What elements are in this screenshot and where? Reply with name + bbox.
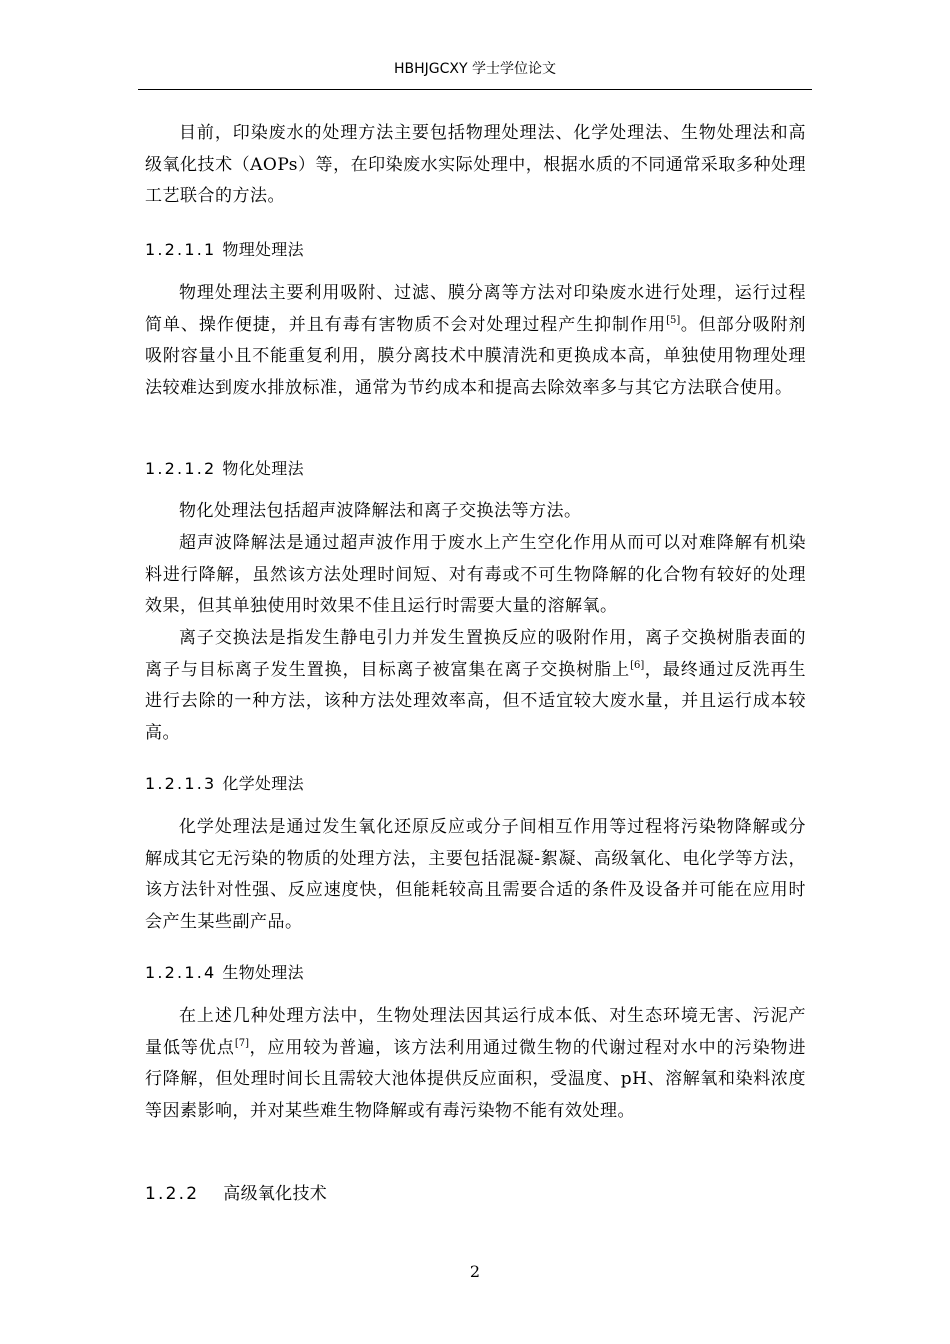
section-number: 1.2.2 bbox=[145, 1184, 200, 1204]
header-divider bbox=[138, 89, 812, 90]
heading-1-2-1-3 bbox=[145, 772, 304, 796]
intro-paragraph: 目前，印染废水的处理方法主要包括物理处理法、化学处理法、生物处理法和高级氧化技术（AOPs）等，在印染废水实际处理中，根据水质的不同通常采取多种处理工艺联合的方法。 bbox=[145, 123, 806, 206]
citation-7: [7] bbox=[234, 1037, 250, 1049]
ultrasonic-paragraph: 超声波降解法是通过超声波作用于废水上产生空化作用从而可以对难降解有机染料进行降解，虽然该方法处理时间短、对有毒或不可生物降解的化合物有较好的处理效果，但其单独使用时效果不佳且运行时需要大量的溶解氧。 bbox=[145, 533, 806, 616]
section-title: 生物处理法 bbox=[222, 963, 304, 982]
heading-1-2-1-2 bbox=[145, 457, 304, 481]
page-number: 2 bbox=[469, 1262, 481, 1281]
section-title: 化学处理法 bbox=[222, 774, 304, 793]
heading-1-2-1-4 bbox=[145, 961, 304, 985]
citation-6: [6] bbox=[630, 659, 645, 671]
section-title: 物化处理法 bbox=[222, 459, 304, 478]
section-number: 1.2.1.4 bbox=[145, 963, 217, 982]
running-header: HBHJGCXY 学士学位论文 bbox=[393, 61, 556, 77]
section-title: 物理处理法 bbox=[222, 240, 304, 259]
heading-1-2-2 bbox=[145, 1182, 327, 1206]
section-number: 1.2.1.3 bbox=[145, 774, 217, 793]
section-number: 1.2.1.1 bbox=[145, 240, 217, 259]
physicochemical-intro-paragraph: 物化处理法包括超声波降解法和离子交换法等方法。 bbox=[179, 501, 582, 521]
heading-1-2-1-1 bbox=[145, 238, 304, 262]
section-number: 1.2.1.2 bbox=[145, 459, 217, 478]
section-title: 高级氧化技术 bbox=[223, 1184, 328, 1204]
ion-exchange-paragraph: 离子交换法是指发生静电引力并发生置换反应的吸附作用，离子交换树脂表面的离子与目标离子发生置换，目标离子被富集在离子交换树脂上[6]，最终通过反洗再生进行去除的一种方法，该种方法处理效率高，但不适宜较大废水量，并且运行成本较高。 bbox=[145, 628, 807, 743]
physical-paragraph: 物理处理法主要利用吸附、过滤、膜分离等方法对印染废水进行处理，运行过程简单、操作便捷，并且有毒有害物质不会对处理过程产生抑制作用[5]。但部分吸附剂吸附容量小且不能重复利用，膜分离技术中膜清洗和更换成本高，单独使用物理处理法较难达到废水排放标准，通常为节约成本和提高去除效率多与其它方法联合使用。 bbox=[145, 283, 807, 398]
biological-paragraph: 在上述几种处理方法中，生物处理法因其运行成本低、对生态环境无害、污泥产量低等优点[7]，应用较为普遍，该方法利用通过微生物的代谢过程对水中的污染物进行降解，但处理时间长且需较大池体提供反应面积，受温度、pH、溶解氧和染料浓度等因素影响，并对某些难生物降解或有毒污染物不能有效处理。 bbox=[145, 1006, 807, 1121]
chemical-paragraph: 化学处理法是通过发生氧化还原反应或分子间相互作用等过程将污染物降解或分解成其它无污染的物质的处理方法，主要包括混凝-絮凝、高级氧化、电化学等方法，该方法针对性强、反应速度快，但能耗较高且需要合适的条件及设备并可能在应用时会产生某些副产品。 bbox=[145, 817, 806, 932]
citation-5: [5] bbox=[666, 314, 681, 326]
